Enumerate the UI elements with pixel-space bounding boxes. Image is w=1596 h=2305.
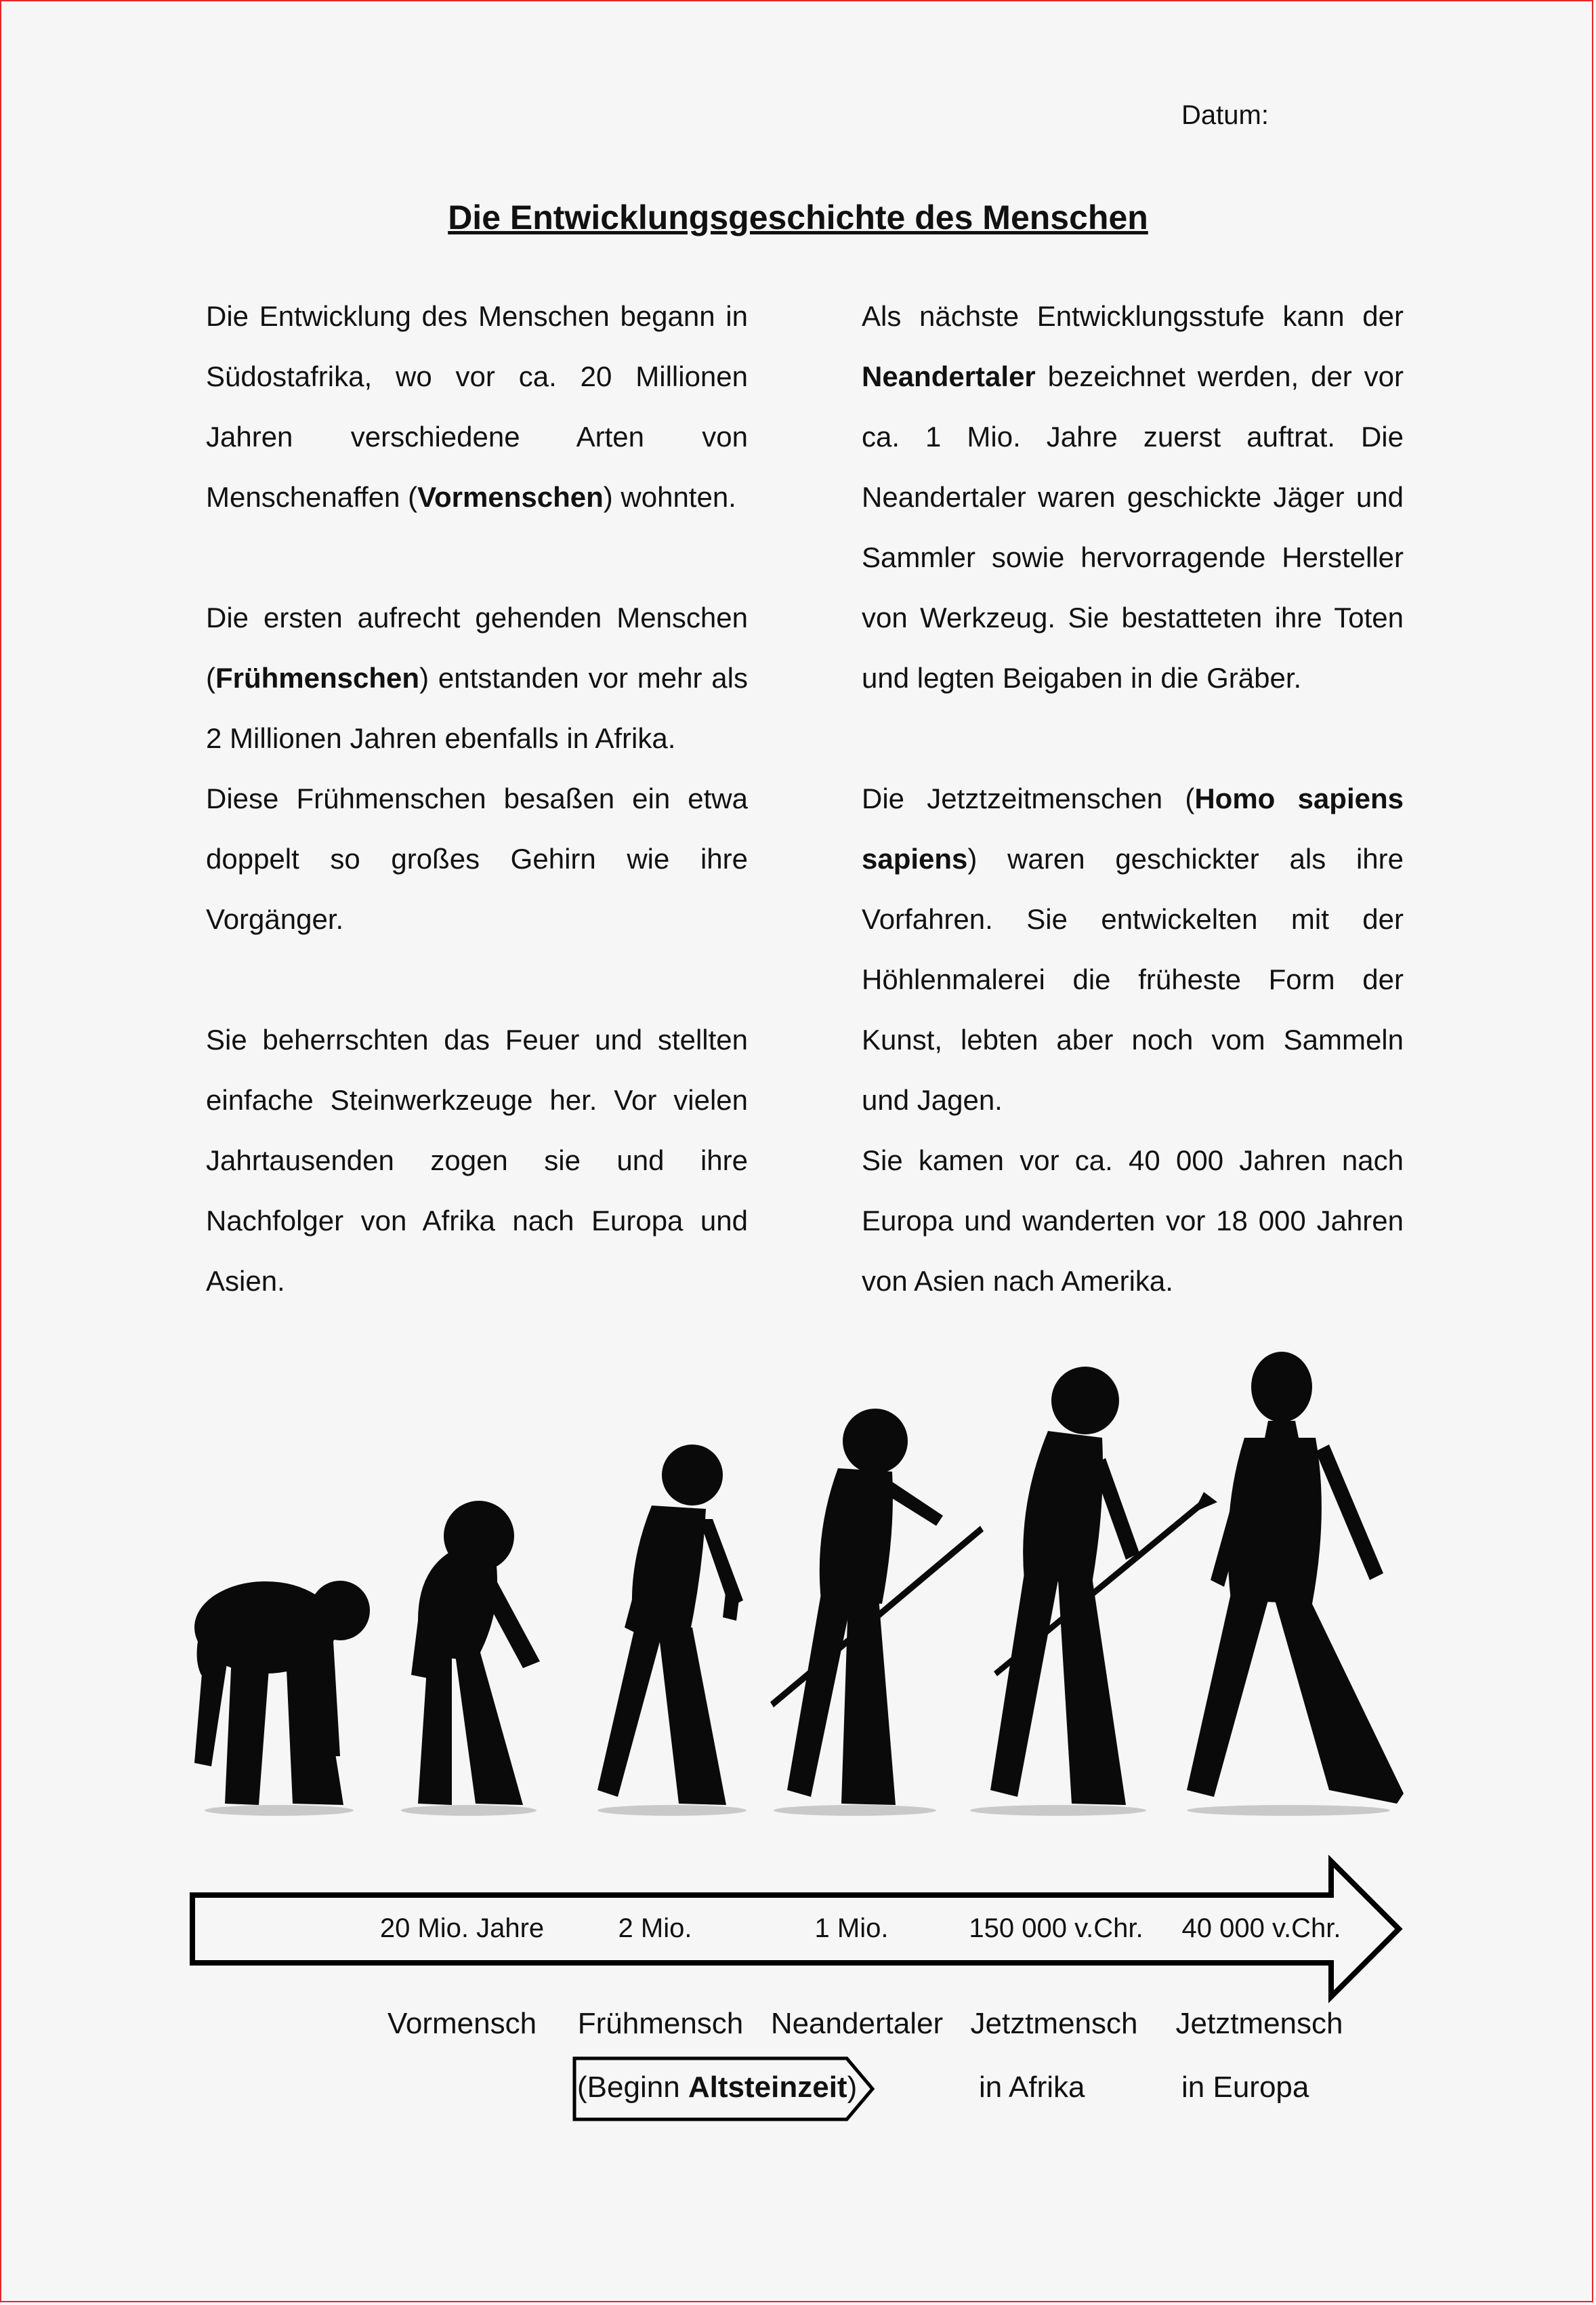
- paragraph-gehirn: Diese Frühmenschen besaßen ein etwa doppelt so großes Gehirn wie ihre Vorgänger.: [206, 783, 748, 935]
- timeline-date: 1 Mio.: [814, 1913, 889, 1943]
- paragraph-wanderung: Sie kamen vor ca. 40 000 Jahren nach Europa und wanderten vor 18 000 Jahren von Asien nach Amerika.: [862, 1144, 1404, 1297]
- hunter-silhouette: [990, 1367, 1217, 1805]
- stage-label: Jetztmensch: [1175, 2007, 1343, 2040]
- timeline-date: 40 000 v.Chr.: [1181, 1913, 1341, 1943]
- stage-label: Neandertaler: [770, 2007, 944, 2040]
- neanderthal-silhouette: [770, 1409, 984, 1805]
- homo-sapiens-silhouette: [1187, 1352, 1404, 1804]
- stage-sub-label: in Europa: [1181, 2071, 1309, 2104]
- bold-term: Altsteinzeit: [688, 2071, 847, 2104]
- stage-label: Jetztmensch: [970, 2007, 1138, 2040]
- altsteinzeit-label: (Beginn Altsteinzeit): [577, 2071, 858, 2104]
- bold-term: Neandertaler: [862, 360, 1036, 392]
- stage-sub-label: in Afrika: [979, 2071, 1085, 2104]
- paragraph-homo-sapiens: Die Jetztzeitmenschen (Homo sapiens sapiens) waren geschickter als ihre Vorfahren. Sie entwickelten mit der Höhlenmalerei die früheste Form der Kunst, lebten aber noch vom Sammeln und Jagen.: [862, 783, 1404, 1116]
- page-title: Die Entwicklungsgeschichte des Menschen: [448, 199, 1148, 236]
- timeline-date: 2 Mio.: [618, 1913, 692, 1943]
- timeline-date: 150 000 v.Chr.: [969, 1913, 1143, 1943]
- ape-silhouette: [194, 1581, 370, 1805]
- paragraph-feuer: Sie beherrschten das Feuer und stellten einfache Steinwerkzeuge her. Vor vielen Jahrtausenden zogen sie und ihre Nachfolger von Afrika nach Europa und Asien.: [206, 1024, 748, 1297]
- fruehmensch-silhouette: [597, 1445, 743, 1805]
- date-label: Datum:: [1181, 100, 1269, 130]
- stage-label: Vormensch: [387, 2007, 537, 2040]
- paragraph-vormenschen: Die Entwicklung des Menschen begann in Südostafrika, wo vor ca. 20 Millionen Jahren verschiedene Arten von Menschenaffen (Vormenschen) wohnten.: [206, 300, 748, 513]
- bold-term: Homo sapiens sapiens: [862, 783, 1404, 875]
- evolution-illustration: [1, 1, 1593, 2302]
- bold-term: Vormenschen: [417, 481, 604, 513]
- early-hominid-silhouette: [411, 1501, 540, 1805]
- timeline-date: 20 Mio. Jahre: [379, 1913, 545, 1943]
- bold-term: Frühmenschen: [215, 662, 420, 694]
- paragraph-fruehmenschen: Die ersten aufrecht gehenden Menschen (Frühmenschen) entstanden vor mehr als 2 Millionen Jahren ebenfalls in Afrika.: [206, 602, 748, 754]
- paragraph-neandertaler: Als nächste Entwicklungsstufe kann der Neandertaler bezeichnet werden, der vor ca. 1 Mio. Jahre zuerst auftrat. Die Neandertaler waren geschickte Jäger und Sammler sowie hervorragende Hersteller von Werkzeug. Sie bestatteten ihre Toten und legten Beigaben in die Gräber.: [862, 300, 1404, 694]
- ground-shadows: [205, 1805, 1390, 1816]
- stage-label: Frühmensch: [577, 2007, 744, 2040]
